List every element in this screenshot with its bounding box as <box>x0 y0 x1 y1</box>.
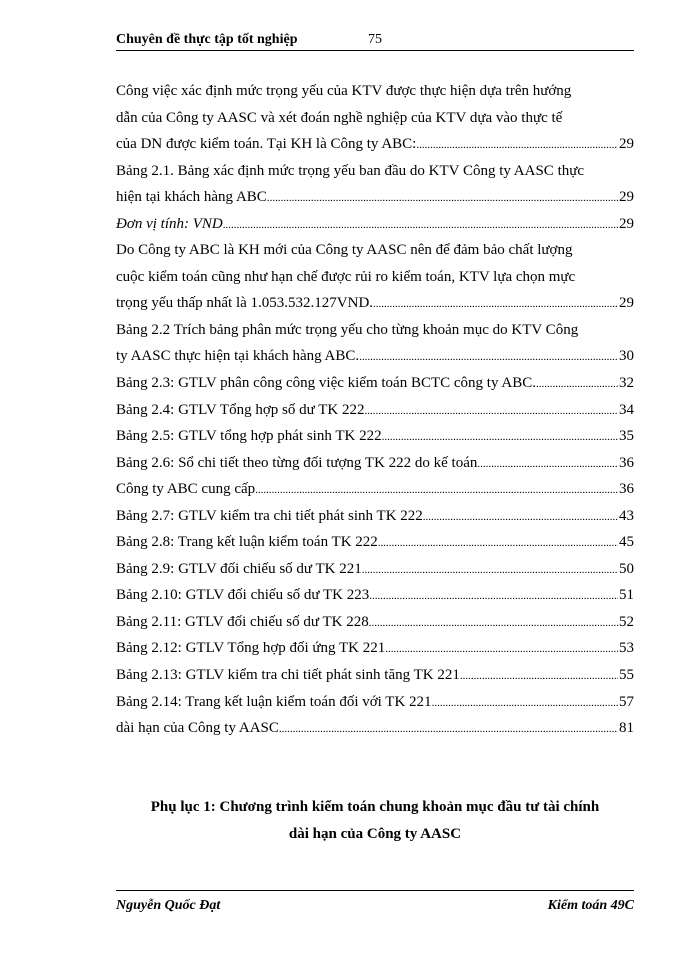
toc-leader-dots <box>378 530 618 556</box>
toc-page-number: 53 <box>619 640 634 657</box>
toc-leader-dots <box>279 716 618 742</box>
toc-entry <box>116 689 634 716</box>
toc-entry <box>116 635 634 662</box>
toc-entry-text: Công ty ABC cung cấp <box>116 481 256 498</box>
toc-entry-text: Bảng 2.10: GTLV đối chiếu số dư TK 223 <box>116 587 370 604</box>
toc-entry <box>116 290 634 317</box>
page-number: 75 <box>368 32 382 47</box>
toc-entry <box>116 158 634 185</box>
toc-entry-text: Bảng 2.4: GTLV Tổng hợp số dư TK 222 <box>116 401 365 418</box>
appendix-heading <box>116 794 634 848</box>
toc-entry <box>116 370 634 397</box>
toc-entry <box>116 317 634 344</box>
toc-entry-text: dài hạn của Công ty AASC <box>116 720 279 737</box>
document-title: Chuyên đề thực tập tốt nghiệp <box>116 32 298 47</box>
toc-page-number: 30 <box>619 348 634 365</box>
toc-entry-text: Bảng 2.6: Sổ chi tiết theo từng đối tượng TK 222 do kế toán <box>116 454 478 471</box>
header-rule <box>116 50 634 51</box>
toc-entry-text: Bảng 2.8: Trang kết luận kiểm toán TK 222 <box>116 534 378 551</box>
toc-entry <box>116 503 634 530</box>
footer-department: Kiểm toán 49C <box>547 898 634 913</box>
toc-page-number: 34 <box>619 401 634 418</box>
toc-entry <box>116 237 634 264</box>
toc-leader-dots <box>267 185 618 211</box>
toc-entry <box>116 78 634 105</box>
toc-entry <box>116 582 634 609</box>
toc-entry <box>116 609 634 636</box>
toc-leader-dots <box>223 212 618 238</box>
toc-page-number: 36 <box>619 454 634 471</box>
toc-page-number: 50 <box>619 560 634 577</box>
toc-entry <box>116 662 634 689</box>
toc-entry <box>116 184 634 211</box>
toc-entry-text: cuộc kiểm toán cũng như hạn chế được rủi ro kiểm toán, KTV lựa chọn mực <box>116 268 576 285</box>
toc-entry-text: hiện tại khách hàng ABC <box>116 189 267 206</box>
toc-entry-text: Bảng 2.12: GTLV Tổng hợp đối ứng TK 221 <box>116 640 386 657</box>
toc-page-number: 32 <box>619 375 634 392</box>
toc-leader-dots <box>369 610 618 636</box>
toc-page-number: 29 <box>619 215 634 232</box>
toc-page-number: 29 <box>619 189 634 206</box>
page-header <box>116 30 634 52</box>
toc-leader-dots <box>416 132 618 158</box>
toc-entry-text: Bảng 2.13: GTLV kiểm tra chi tiết phát sinh tăng TK 221 <box>116 667 460 684</box>
toc-entry <box>116 397 634 424</box>
toc-leader-dots <box>369 583 618 609</box>
toc-entry-text: Đơn vị tính: VND <box>116 215 223 232</box>
toc-entry-text: trọng yếu thấp nhất là 1.053.532.127VND. <box>116 295 374 312</box>
toc-entry-text: dẫn của Công ty AASC và xét đoán nghề nghiệp của KTV dựa vào thực tế <box>116 109 563 126</box>
toc-entry <box>116 264 634 291</box>
toc-page-number: 36 <box>619 481 634 498</box>
toc-page-number: 81 <box>619 720 634 737</box>
toc-page-number: 57 <box>619 693 634 710</box>
toc-leader-dots <box>373 291 618 317</box>
toc-entry <box>116 556 634 583</box>
toc-page-number: 35 <box>619 428 634 445</box>
toc-leader-dots <box>385 636 618 662</box>
toc-entry <box>116 423 634 450</box>
toc-entry <box>116 211 634 238</box>
toc-page-number: 51 <box>619 587 634 604</box>
toc-page-number: 52 <box>619 613 634 630</box>
appendix-heading-line-1: Phụ lục 1: Chương trình kiểm toán chung khoản mục đầu tư tài chính <box>150 799 600 815</box>
toc-entry-text: Bảng 2.7: GTLV kiểm tra chi tiết phát sinh TK 222 <box>116 507 423 524</box>
footer-author: Nguyễn Quốc Đạt <box>116 898 221 913</box>
toc-entry-text: Bảng 2.5: GTLV tổng hợp phát sinh TK 222 <box>116 428 382 445</box>
toc-entry <box>116 715 634 742</box>
toc-leader-dots <box>362 557 618 583</box>
toc-leader-dots <box>477 451 618 477</box>
footer-rule <box>116 890 634 891</box>
toc-page-number: 55 <box>619 667 634 684</box>
toc-entry-text: Công việc xác định mức trọng yếu của KTV được thực hiện dựa trên hướng <box>116 83 572 99</box>
toc-leader-dots <box>423 504 618 530</box>
toc-entry <box>116 105 634 132</box>
toc-entry-text: ty AASC thực hiện tại khách hàng ABC. <box>116 348 360 365</box>
toc-leader-dots <box>382 424 618 450</box>
toc-leader-dots <box>359 344 618 370</box>
toc-entry-text: Bảng 2.1. Bảng xác định mức trọng yếu ban đầu do KTV Công ty AASC thực <box>116 162 585 179</box>
toc-entry <box>116 450 634 477</box>
table-of-contents <box>116 78 634 742</box>
toc-page-number: 43 <box>619 507 634 524</box>
toc-entry-text: Bảng 2.11: GTLV đối chiếu số dư TK 228 <box>116 613 369 630</box>
toc-entry <box>116 476 634 503</box>
toc-leader-dots <box>432 690 618 716</box>
toc-entry-text: Bảng 2.2 Trích bảng phân mức trọng yếu cho từng khoản mục do KTV Công <box>116 321 579 338</box>
toc-leader-dots <box>364 398 618 424</box>
toc-entry-text: của DN được kiểm toán. Tại KH là Công ty ABC: <box>116 136 417 153</box>
toc-entry <box>116 529 634 556</box>
toc-entry-text: Do Công ty ABC là KH mới của Công ty AASC nên để đảm bảo chất lượng <box>116 242 573 259</box>
toc-leader-dots <box>460 663 618 689</box>
toc-page-number: 29 <box>619 136 634 153</box>
toc-page-number: 45 <box>619 534 634 551</box>
page-footer <box>116 890 634 920</box>
toc-entry-text: Bảng 2.14: Trang kết luận kiểm toán đối với TK 221 <box>116 693 432 710</box>
appendix-heading-line-2: dài hạn của Công ty AASC <box>288 826 462 842</box>
toc-entry-text: Bảng 2.9: GTLV đối chiếu số dư TK 221 <box>116 560 362 577</box>
toc-leader-dots <box>255 477 618 503</box>
toc-entry-text: Bảng 2.3: GTLV phân công công việc kiểm toán BCTC công ty ABC. <box>116 375 536 392</box>
toc-page-number: 29 <box>619 295 634 312</box>
toc-entry <box>116 131 634 158</box>
toc-entry <box>116 343 634 370</box>
toc-leader-dots <box>536 371 618 397</box>
